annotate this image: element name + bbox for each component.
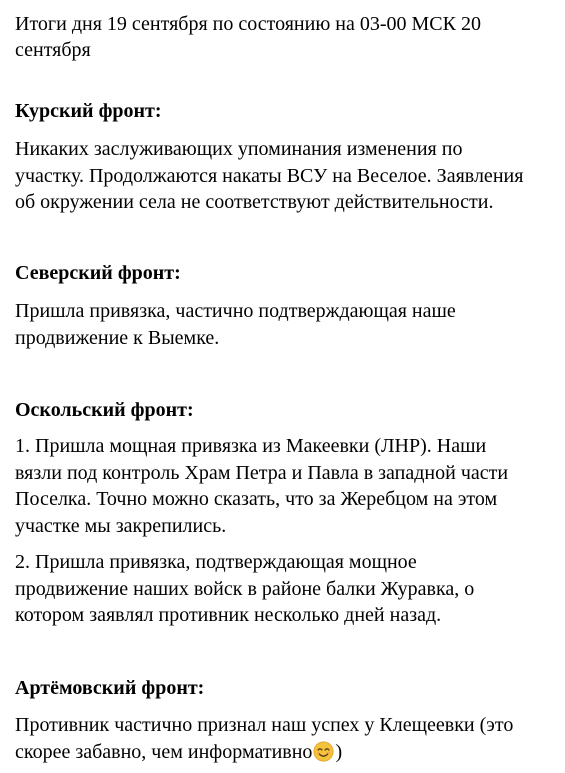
paragraph-line-text: скорее забавно, чем информативно [15, 740, 313, 763]
paragraph-line-text: ) [335, 740, 343, 763]
section-heading-oskol: Оскольский фронт: [15, 399, 194, 421]
post-intro [15, 11, 555, 63]
section-heading-seversk: Северский фронт: [15, 262, 181, 284]
intro-line-1: Итоги дня 19 сентября по состоянию на 03-00 МСК 20 [15, 13, 481, 35]
paragraph-line: котором заявлял противник несколько дней назад. [15, 604, 442, 626]
paragraph-line: Противник частично признал наш успех у Клещеевки (это [15, 714, 514, 736]
paragraph-line: участке мы закрепились. [15, 514, 227, 537]
section-paragraph-kursk [15, 136, 565, 216]
section-paragraph-seversk [15, 298, 565, 351]
paragraph-line: Никаких заслуживающих упоминания изменения по [15, 138, 463, 160]
smiling-face-with-smiling-eyes-icon [313, 741, 334, 762]
paragraph-line: вязли под контроль Храм Петра и Павла в западной части [15, 461, 509, 484]
paragraph-line: продвижение наших войск в районе балки Журавка, о [15, 577, 475, 600]
paragraph-line [15, 739, 565, 766]
paragraph-line: продвижение к Выемке. [15, 326, 220, 349]
section-paragraph-artemovsk [15, 712, 565, 765]
paragraph-line: участку. Продолжаются накаты ВСУ на Веселое. Заявления [15, 164, 524, 187]
intro-line-2: сентября [15, 39, 91, 61]
paragraph-line: 2. Пришла привязка, подтверждающая мощное [15, 551, 417, 573]
paragraph-line: об окружении села не соответствуют действительности. [15, 191, 494, 213]
section-heading-artemovsk: Артёмовский фронт: [15, 677, 205, 699]
paragraph-line: 1. Пришла мощная привязка из Макеевки (ЛНР). Наши [15, 435, 487, 457]
section-paragraph-oskol-2 [15, 549, 565, 629]
section-heading-kursk: Курский фронт: [15, 100, 162, 122]
paragraph-line: Поселка. Точно можно сказать, что за Жеребцом на этом [15, 488, 498, 510]
paragraph-line: Пришла привязка, частично подтверждающая наше [15, 300, 456, 322]
section-paragraph-oskol-1 [15, 433, 565, 539]
